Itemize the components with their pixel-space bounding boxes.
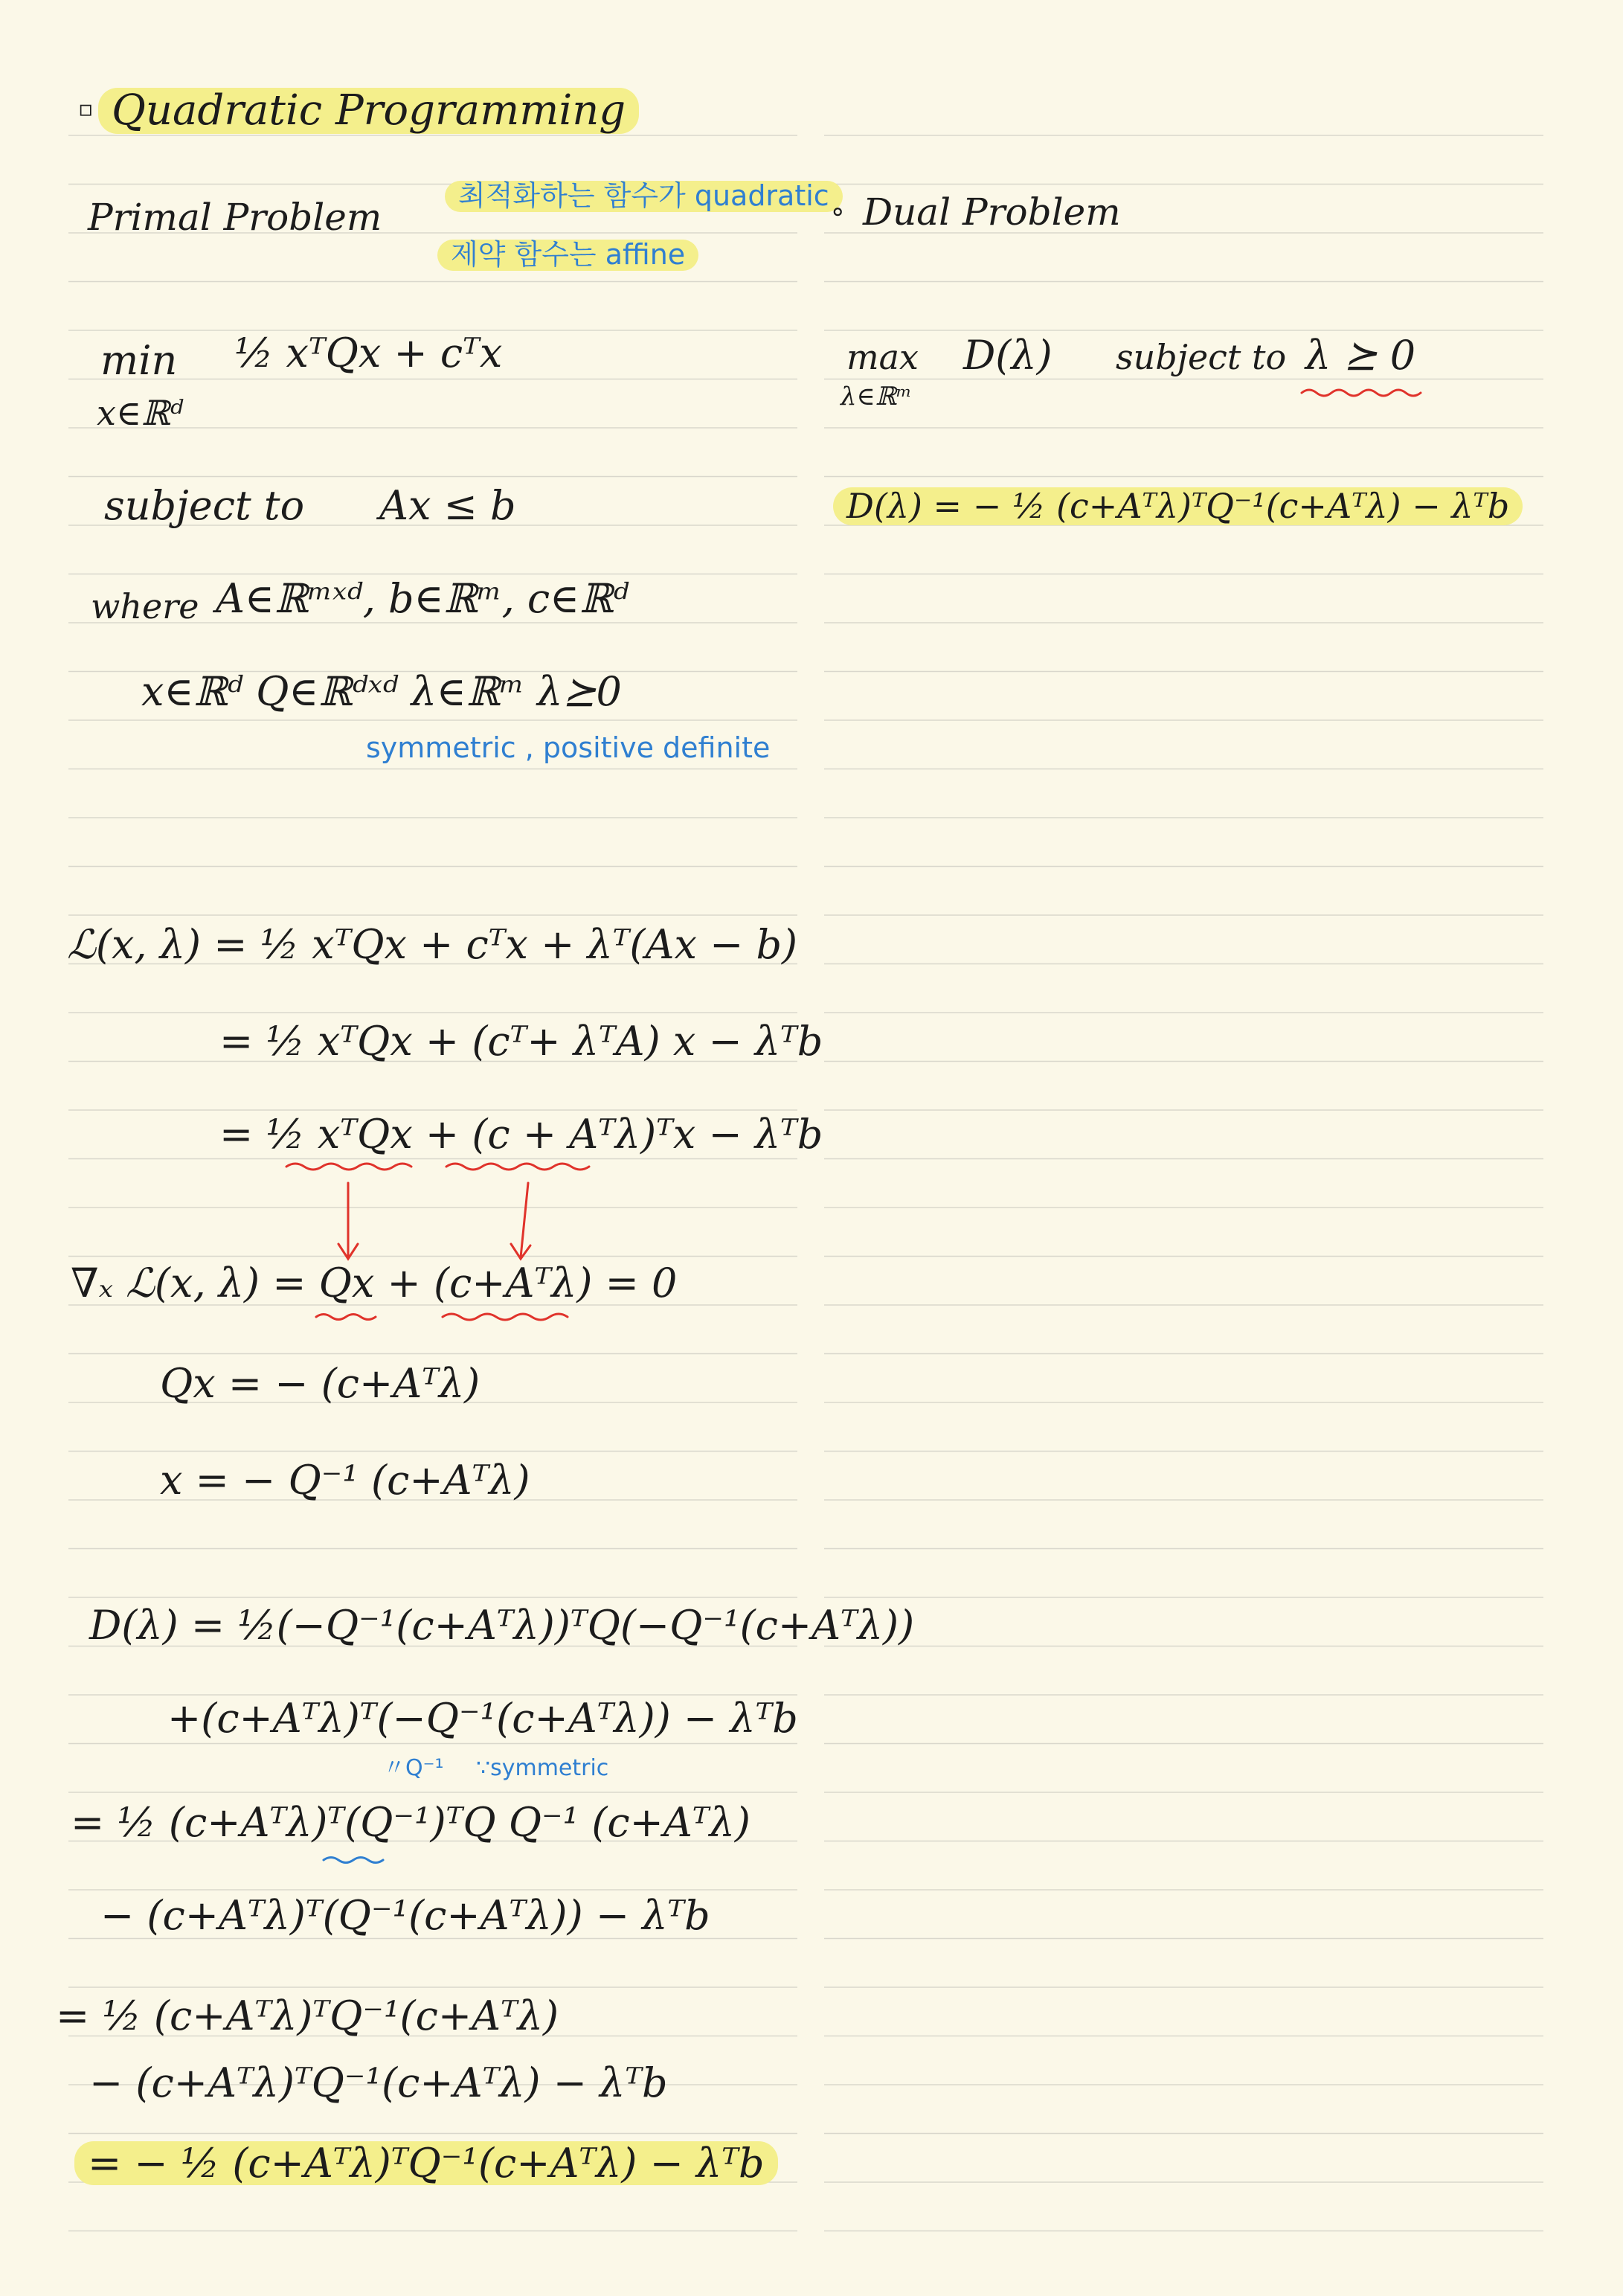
dual-max: max — [846, 337, 919, 377]
solve-step-1: Qx = − (c+Aᵀλ) — [160, 1360, 481, 1407]
q-matrix-note: symmetric , positive definite — [366, 731, 771, 764]
dual-derivation-line-6: − (c+Aᵀλ)ᵀQ⁻¹(c+Aᵀλ) − λᵀb — [89, 2059, 668, 2106]
q-inverse-note: 〃Q⁻¹ — [383, 1755, 444, 1781]
lagrangian-line-2: = ½ xᵀQx + (cᵀ+ λᵀA) x − λᵀb — [219, 1018, 823, 1065]
dual-derivation-line-4: − (c+Aᵀλ)ᵀ(Q⁻¹(c+Aᵀλ)) − λᵀb — [100, 1892, 710, 1939]
primal-objective: ½ xᵀQx + cᵀx — [234, 330, 503, 376]
solve-step-2: x = − Q⁻¹ (c+Aᵀλ) — [160, 1457, 530, 1504]
dual-heading: Dual Problem — [863, 190, 1121, 234]
note-objective-quadratic: 최적화하는 함수가 quadratic — [445, 181, 843, 212]
dual-result: D(λ) = − ½ (c+Aᵀλ)ᵀQ⁻¹(c+Aᵀλ) − λᵀb — [833, 487, 1523, 525]
primal-min: min — [100, 337, 178, 384]
lagrangian-line-3: = ½ xᵀQx + (c + Aᵀλ)ᵀx − λᵀb — [219, 1111, 823, 1158]
dual-derivation-line-1: D(λ) = ½(−Q⁻¹(c+Aᵀλ))ᵀQ(−Q⁻¹(c+Aᵀλ)) — [89, 1602, 915, 1649]
note-constraint-affine: 제약 함수는 affine — [437, 240, 698, 271]
dual-subject-to: subject to — [1116, 337, 1287, 377]
gradient-equation: ∇ₓ ℒ(x, λ) = Qx + (c+Aᵀλ) = 0 — [71, 1260, 678, 1306]
domain-items: x∈ℝᵈ Q∈ℝᵈˣᵈ λ∈ℝᵐ λ⪰0 — [141, 668, 622, 715]
dual-derivation-line-5: = ½ (c+Aᵀλ)ᵀQ⁻¹(c+Aᵀλ) — [56, 1992, 559, 2039]
symmetric-note: ∵symmetric — [476, 1755, 609, 1781]
where-items: A∈ℝᵐˣᵈ, b∈ℝᵐ, c∈ℝᵈ — [216, 575, 629, 622]
dual-max-domain: λ∈ℝᵐ — [841, 382, 912, 411]
primal-constraint: Ax ≤ b — [379, 482, 516, 529]
dual-bullet: ∘ — [829, 196, 846, 227]
dual-derivation-line-7: = − ½ (c+Aᵀλ)ᵀQ⁻¹(c+Aᵀλ) − λᵀb — [74, 2141, 778, 2185]
page-title: Quadratic Programming — [98, 88, 639, 134]
primal-heading: Primal Problem — [88, 196, 382, 239]
lagrangian-line-1: ℒ(x, λ) = ½ xᵀQx + cᵀx + λᵀ(Ax − b) — [67, 921, 798, 968]
dual-derivation-line-3: = ½ (c+Aᵀλ)ᵀ(Q⁻¹)ᵀQ Q⁻¹ (c+Aᵀλ) — [71, 1799, 751, 1846]
where-label: where — [91, 586, 199, 626]
dual-constraint: λ ⪰ 0 — [1305, 332, 1416, 379]
primal-min-domain: x∈ℝᵈ — [97, 393, 184, 433]
subject-to-label: subject to — [104, 482, 305, 529]
dual-derivation-line-2: +(c+Aᵀλ)ᵀ(−Q⁻¹(c+Aᵀλ)) − λᵀb — [167, 1695, 798, 1742]
dual-objective: D(λ) — [963, 332, 1052, 379]
title-bullet: ▫ — [78, 96, 94, 122]
